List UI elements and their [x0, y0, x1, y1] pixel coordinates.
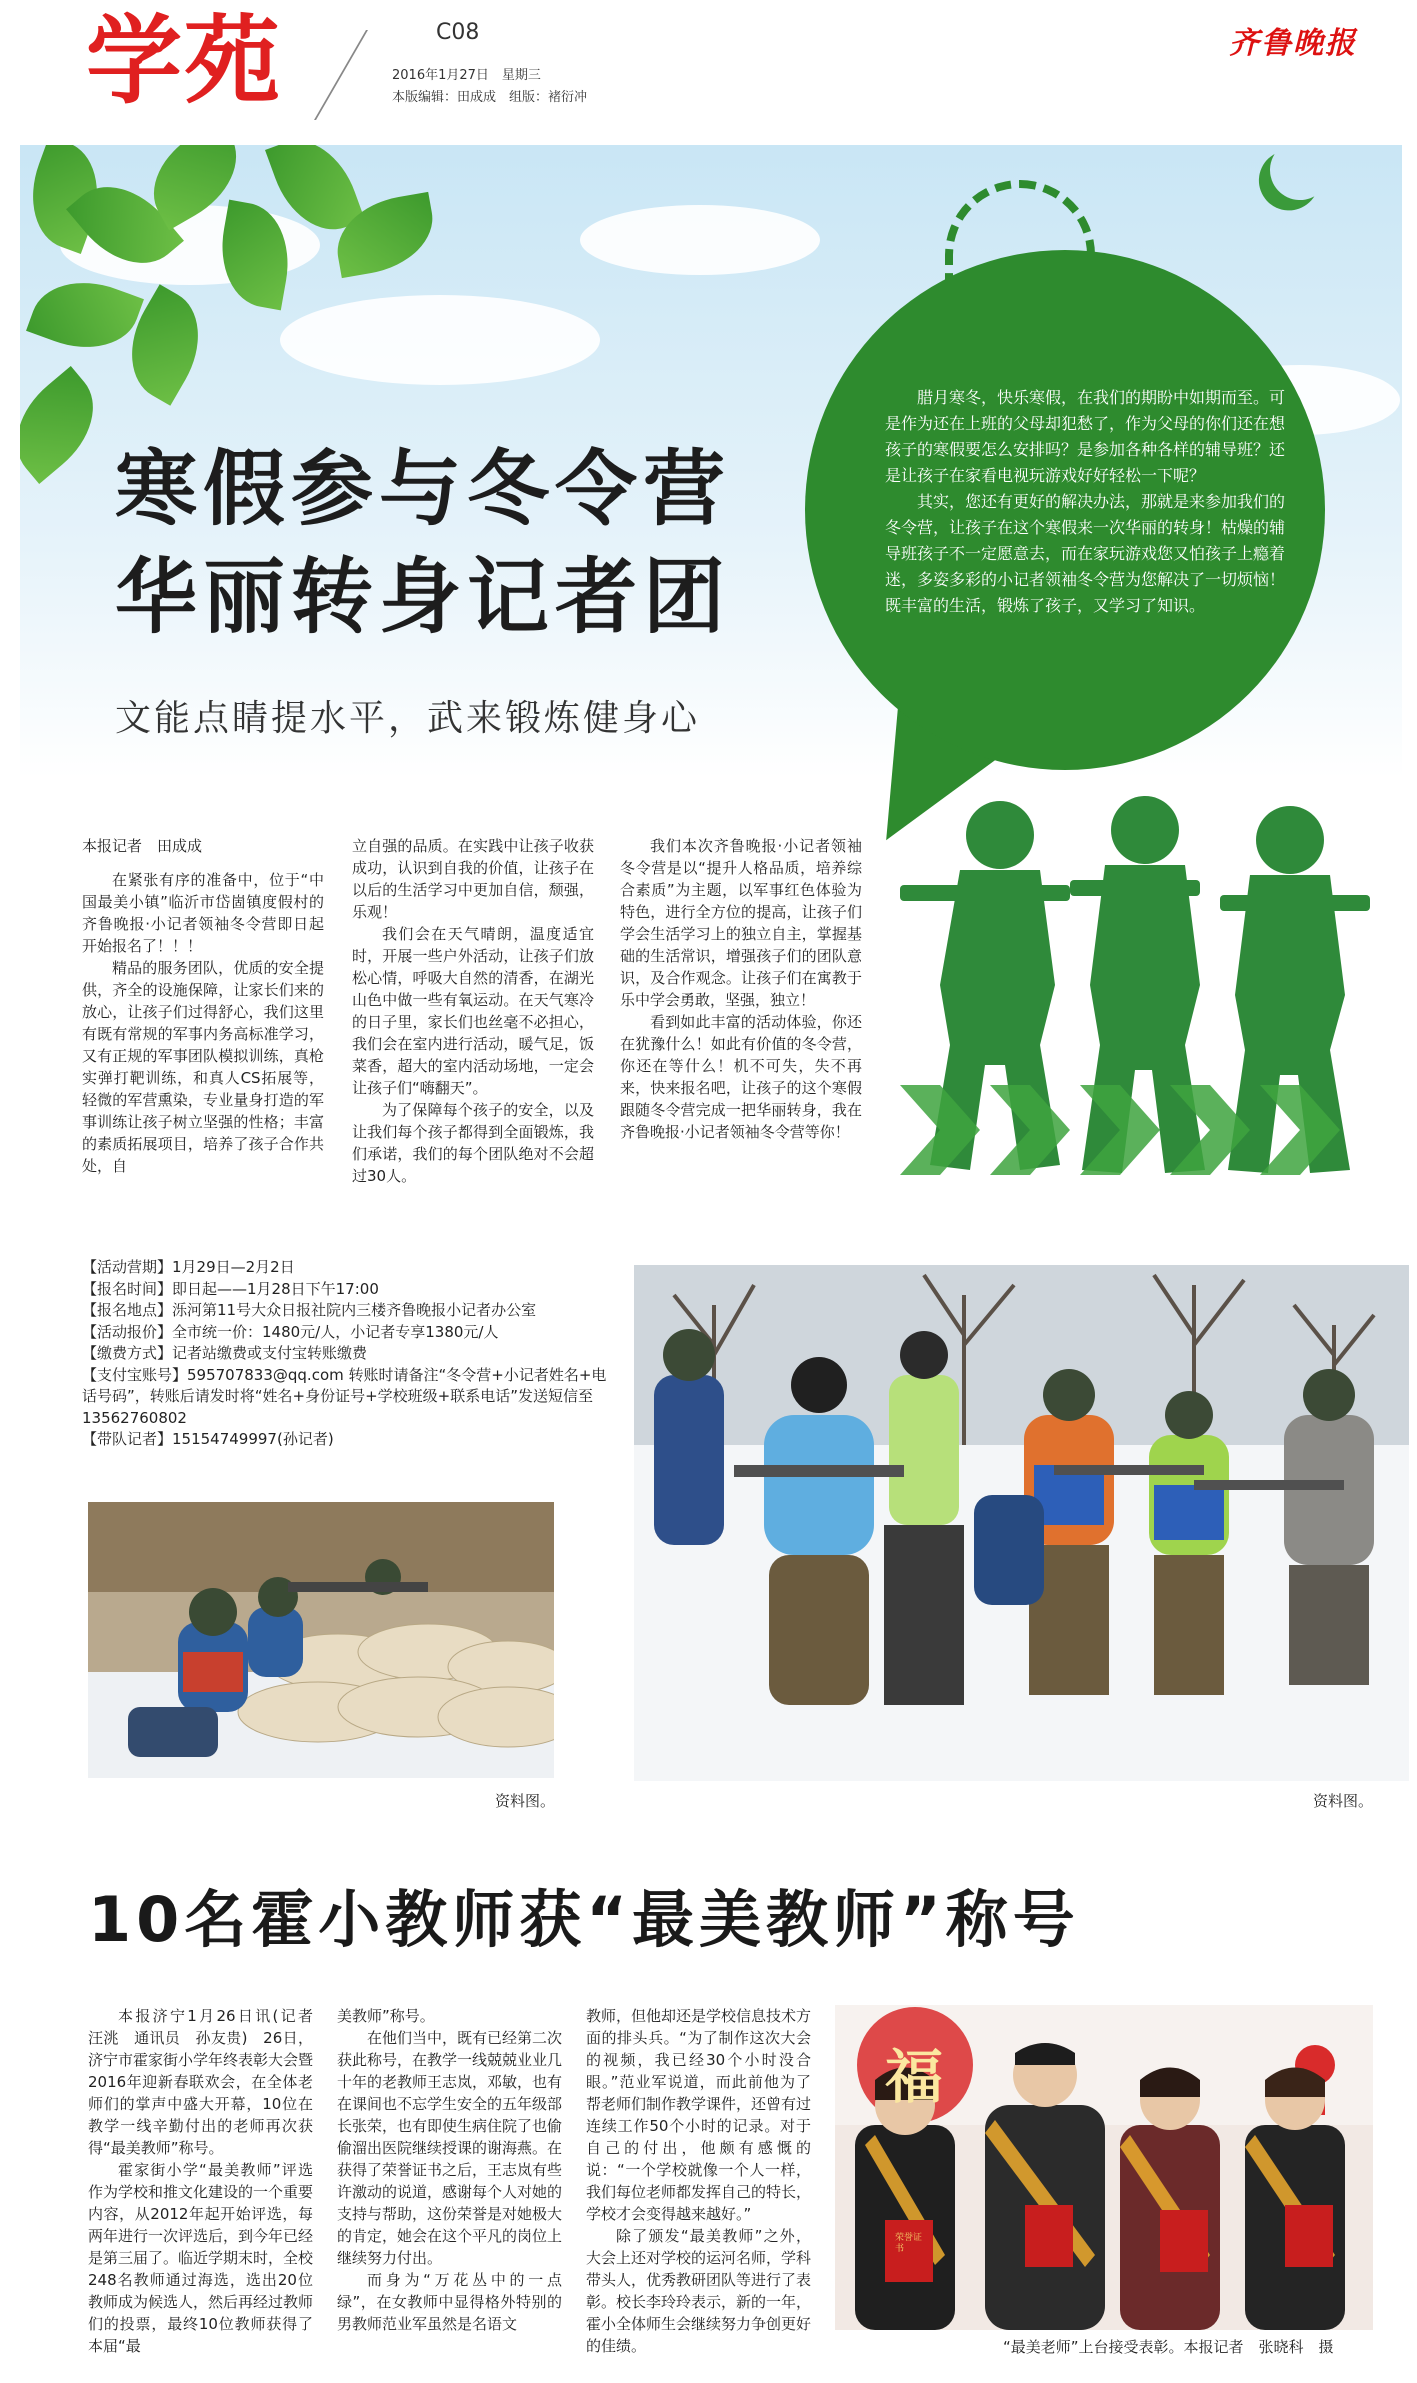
body-paragraph: 霍家街小学“最美教师”评选作为学校和推文化建设的一个重要内容，从2012年起开始评选，每两年进行一次评选后，到今年已经是第三届了。临近学期末时，全校248名教师通过海选，选出20位教师成为候选人，然后再经过教师们的投票，最终10位教师获得了本届“最: [88, 2161, 314, 2355]
info-line: 【报名地点】泺河第11号大众日报社院内三楼齐鲁晚报小记者办公室: [82, 1301, 537, 1319]
story1-subhead: 文能点睛提水平，武来锻炼健身心: [115, 698, 701, 739]
body-paragraph: 在他们当中，既有已经第二次获此称号，在教学一线兢兢业业几十年的老教师王志岚，邓敏，也有在课间也不忘学生安全的五年级部长张荣，也有即使生病住院了也偷偷溜出医院继续授课的谢海燕。在获得了荣誉证书之后，王志岚有些许激动的说道，感谢每个人对她的支持与帮助，这份荣誉是对她极大的肯定，她会在这个平凡的岗位上继续努力付出。: [337, 2029, 563, 2267]
body-paragraph: 我们会在天气晴朗，温度适宜时，开展一些户外活动，让孩子们放松心情，呼吸大自然的清香，在湖光山色中做一些有氧运动。在天气寒冷的日子里，家长们也丝毫不必担心，我们会在室内进行活动，暖气足，饭菜香，超大的室内活动场地，一定会让孩子们“嗨翻天”。: [352, 925, 594, 1097]
story2-column-3: [586, 2005, 811, 2357]
body-paragraph: 我们本次齐鲁晚报·小记者领袖冬令营是以“提升人格品质，培养综合素质”为主题，以军事红色体验为特色，进行全方位的提高，让孩子们学会生活学习上的独立自主，掌握基础的生活常识，增强孩子们的团队意识，及合作观念。让孩子们在寓教于乐中学会勇敢，坚强，独立！: [620, 837, 862, 1009]
photo-caption: 资料图。: [1313, 1792, 1374, 1810]
info-line: 【支付宝账号】595707833@qq.com 转账时请备注“冬令营+小记者姓名+电话号码”，转账后请发时将“姓名+身份证号+学校班级+联系电话”发送短信至13562760802: [82, 1365, 607, 1427]
page-code: C08: [436, 20, 480, 45]
certificate-label: 荣誉证书: [895, 2233, 923, 2254]
info-line: 【活动营期】1月29日—2月2日: [82, 1258, 295, 1276]
body-paragraph: 本报济宁1月26日讯(记者 汪洮 通讯员 孙友贵) 26日，济宁市霍家街小学年终表彰大会暨2016年迎新春联欢会，在全体老师们的掌声中盛大开幕，10位在教学一线辛勤付出的老师再次获得“最美教师”称号。: [88, 2007, 329, 2157]
fu-character: 福: [885, 2043, 944, 2111]
photo-snow-illustration: [634, 1265, 1409, 1781]
body-paragraph: 而身为“万花丛中的一点绿”，在女教师中显得格外特别的男教师范业军虽然是名语文: [337, 2271, 562, 2333]
story1-headline: [115, 435, 731, 651]
issue-date: 2016年1月27日 星期三: [392, 68, 541, 83]
body-paragraph: 教师，但他却还是学校信息技术方面的排头兵。“为了制作这次大会的视频，我已经30个小时没合眼。”范业军说道，而此前他为了帮老师们制作教学课件，还曾有过连续工作50个小时的记录。对于自己的付出，他颇有感慨的说：“一个学校就像一个人一样，我们每位老师都发挥自己的特长，学校才会变得越来越好。”: [586, 2007, 812, 2223]
leaf-decoration: [20, 366, 116, 484]
activity-info-box: [82, 1257, 612, 1451]
photo-snow-training: [634, 1265, 1409, 1781]
story1-byline: 本报记者 田成成: [82, 837, 203, 855]
body-paragraph: 为了保障每个孩子的安全，以及让我们每个孩子都得到全面锻炼，我们承诺，我们的每个团队绝对不会超过30人。: [352, 1101, 594, 1185]
story1-column-3: [620, 835, 862, 1143]
body-paragraph: 除了颁发“最美教师”之外，大会上还对学校的运河名师，学科带头人，优秀教研团队等进行了表彰。校长李玲玲表示，新的一年，霍小全体师生会继续努力争创更好的佳绩。: [586, 2227, 812, 2355]
photo-teacher-award: [835, 2005, 1373, 2330]
editor-credits: 本版编辑：田成成 组版：褚衍冲: [392, 90, 588, 105]
cloud-decoration: [580, 205, 820, 275]
story2-headline: 10名霍小教师获“最美教师”称号: [88, 1883, 1080, 1956]
story1-column-2: [352, 835, 594, 1187]
cloud-decoration: [280, 295, 600, 385]
info-line: 【带队记者】15154749997(孙记者): [82, 1430, 334, 1448]
masthead-divider: [314, 30, 368, 120]
body-paragraph: 看到如此丰富的活动体验，你还在犹豫什么！如此有价值的冬令营，你还在等什么！机不可失，失不再来，快来报名吧，让孩子的这个寒假跟随冬令营完成一把华丽转身，我在齐鲁晚报·小记者领袖冬令营等你！: [620, 1013, 862, 1141]
body-paragraph: 精品的服务团队，优质的安全提供，齐全的设施保障，让家长们来的放心，让孩子们过得舒心，我们这里有既有常规的军事内务高标准学习，又有正规的军事团队模拟训练，真枪实弹打靶训练，和真人CS拓展等，轻微的军营熏染，专业量身打造的军事训练让孩子树立坚强的性格；丰富的素质拓展项目，培养了孩子合作共处，自: [82, 959, 324, 1175]
bubble-paragraph: 腊月寒冬，快乐寒假，在我们的期盼中如期而至。可是作为还在上班的父母却犯愁了，作为父母的你们还在想孩子的寒假要怎么安排吗？是参加各种各样的辅导班？还是让孩子在家看电视玩游戏好好轻松一下呢？: [885, 388, 1286, 485]
body-paragraph: 美教师”称号。: [337, 2007, 435, 2025]
body-paragraph: 立自强的品质。在实践中让孩子收获成功，认识到自我的价值，让孩子在以后的生活学习中更加自信，颓强，乐观！: [352, 837, 594, 921]
info-line: 【报名时间】即日起——1月28日下午17:00: [82, 1279, 379, 1298]
photo-sandbag-illustration: [88, 1502, 554, 1778]
bubble-intro-text: [885, 385, 1285, 619]
info-line: 【活动报价】全市统一价：1480元/人，小记者专享1380元/人: [82, 1322, 499, 1341]
headline-line2: 华丽转身记者团: [115, 549, 732, 645]
story1-column-1: [82, 835, 324, 1177]
photo-sandbag-training: [88, 1502, 554, 1778]
bubble-paragraph: 其实，您还有更好的解决办法，那就是来参加我们的冬令营，让孩子在这个寒假来一次华丽的转身！枯燥的辅导班孩子不一定愿意去，而在家玩游戏您又怕孩子上瘾着迷，多姿多彩的小记者领袖冬令营为您解决了一切烦恼！既丰富的生活，锻炼了孩子，又学习了知识。: [885, 492, 1286, 615]
headline-line1: 寒假参与冬令营: [115, 441, 732, 537]
info-line: 【缴费方式】记者站缴费或支付宝转账缴费: [82, 1344, 368, 1362]
story2-column-1: [88, 2005, 329, 2357]
photo-caption: 资料图。: [495, 1792, 556, 1810]
section-title: 学苑: [86, 5, 282, 117]
moon-icon: [1262, 145, 1339, 208]
story2-column-2: [337, 2005, 562, 2335]
photo-caption: “最美老师”上台接受表彰。本报记者 张晓科 摄: [1003, 2338, 1334, 2356]
masthead: [0, 0, 1417, 140]
newspaper-logo: 齐鲁晚报: [1229, 26, 1357, 61]
body-paragraph: 在紧张有序的准备中，位于“中国最美小镇”临沂市岱崮镇度假村的齐鲁晚报·小记者领袖冬令营即日起开始报名了！！！: [82, 871, 324, 955]
chevron-arrows-decoration: [900, 1065, 1360, 1195]
